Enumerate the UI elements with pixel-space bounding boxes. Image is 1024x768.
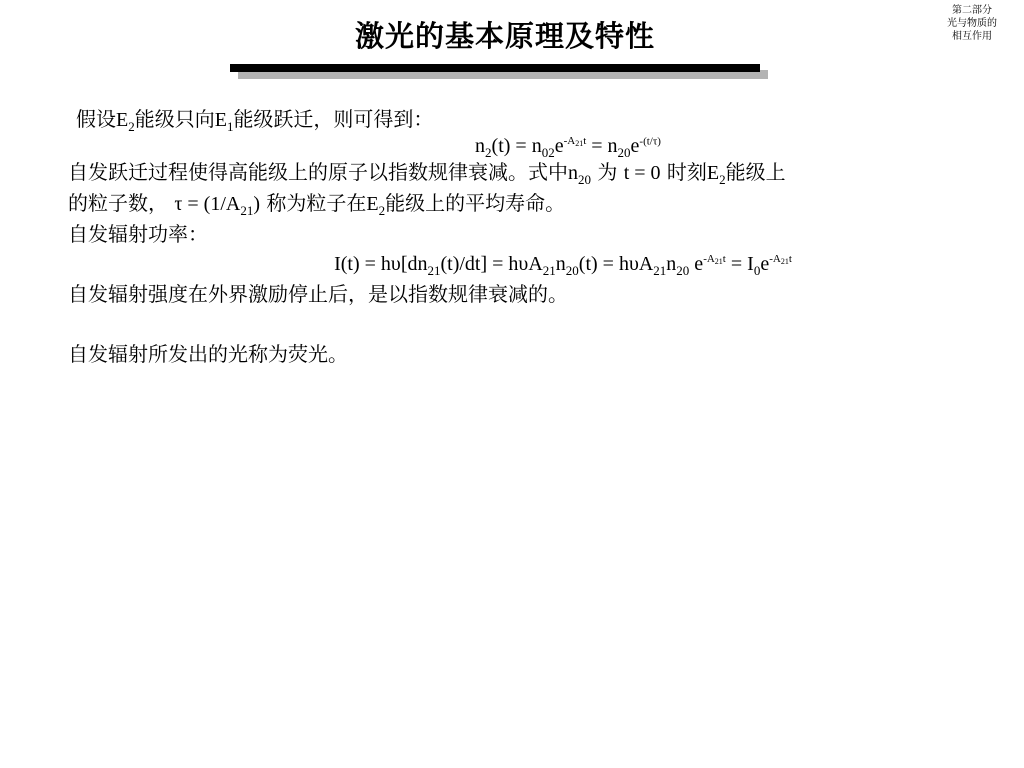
exponent: [769, 253, 792, 265]
exponent-part: t: [788, 253, 792, 266]
exponent-part: t: [722, 253, 726, 266]
symbol-tau: τ = (1/A: [174, 193, 241, 215]
symbol-n: n: [568, 162, 578, 184]
paragraph-emission-decay: 自发辐射强度在外界激励停止后，是以指数规律衰减的。: [68, 282, 568, 306]
slide-body: [68, 104, 988, 369]
paragraph-emission-power: 自发辐射功率：: [68, 222, 208, 246]
subscript: 2: [719, 172, 726, 187]
section-note-line: 第二部分: [952, 5, 992, 16]
exponent-part: t: [583, 135, 587, 148]
symbol-paren: ): [253, 193, 261, 215]
paragraph-decay-explanation-line2: [68, 188, 988, 219]
symbol-e: E: [366, 193, 379, 215]
subscript: 21: [240, 203, 254, 218]
subscript: 20: [565, 263, 579, 278]
formula-part: e: [630, 135, 640, 157]
text-run: 能级只向: [134, 107, 215, 131]
slide-title: 激光的基本原理及特性: [354, 19, 655, 53]
text-run: 称为粒子在: [260, 191, 367, 215]
subscript: 1: [226, 119, 234, 134]
subscript: 20: [676, 263, 690, 278]
title-underline: [230, 64, 760, 72]
formula-part: I(t) = hυ[dn: [334, 253, 428, 275]
symbol-e: E: [116, 109, 129, 131]
exponent-subscript: 21: [780, 257, 789, 267]
text-run: 自发跃迁过程使得高能级上的原子以指数规律衰减。式中: [68, 160, 568, 184]
subscript: 02: [541, 145, 555, 160]
formula-part: = n: [586, 135, 618, 157]
formula-part: e: [554, 135, 564, 157]
text-run: 假设: [76, 107, 116, 131]
text-run: 能级上: [725, 160, 786, 184]
exponent: -(t/τ): [639, 135, 661, 148]
decay-formula: [68, 135, 988, 160]
formula-part: n: [475, 135, 486, 157]
formula-part: n: [555, 253, 566, 275]
symbol-e: E: [214, 109, 227, 131]
formula-part: e: [689, 253, 704, 275]
subscript: 0: [753, 263, 761, 278]
exponent: [564, 135, 587, 147]
exponent-part: -A: [769, 253, 781, 266]
text-run: 时刻: [660, 160, 707, 184]
formula-part: (t) = hυA: [578, 253, 654, 275]
formula-part: n: [666, 253, 677, 275]
subscript: 21: [653, 263, 667, 278]
formula-part: (t)/dt] = hυA: [440, 253, 543, 275]
formula-part: (t) = n: [491, 135, 542, 157]
section-note-line: 相互作用: [952, 31, 992, 42]
paragraph-assumption: [68, 104, 988, 135]
exponent-subscript: 21: [575, 139, 584, 149]
text-run: 的粒子数，: [68, 191, 175, 215]
exponent-subscript: 21: [714, 257, 723, 267]
exponent-part: -A: [703, 253, 715, 266]
symbol-e: E: [706, 162, 720, 184]
paragraph-fluorescence: 自发辐射所发出的光称为荧光。: [68, 342, 348, 366]
formula-part: e: [760, 253, 770, 275]
subscript: 21: [542, 263, 556, 278]
paragraph-spacer: [68, 309, 988, 339]
emission-power-formula: [68, 249, 988, 279]
subscript: 20: [578, 172, 591, 187]
symbol-t0: t = 0: [623, 162, 661, 184]
subscript: 21: [427, 263, 441, 278]
text-run: 为: [591, 160, 624, 184]
subscript: 2: [378, 203, 386, 218]
subscript: 20: [617, 145, 631, 160]
section-note-line: 光与物质的: [947, 18, 997, 29]
paragraph-decay-explanation-line1: [68, 157, 988, 188]
text-run: 能级跃迁，则可得到：: [233, 107, 434, 131]
exponent-part: -A: [563, 135, 576, 148]
text-run: 能级上的平均寿命。: [385, 191, 566, 215]
exponent: [703, 253, 726, 265]
subscript: 2: [485, 145, 492, 160]
formula-part: = I: [725, 253, 754, 275]
subscript: 2: [128, 119, 135, 134]
